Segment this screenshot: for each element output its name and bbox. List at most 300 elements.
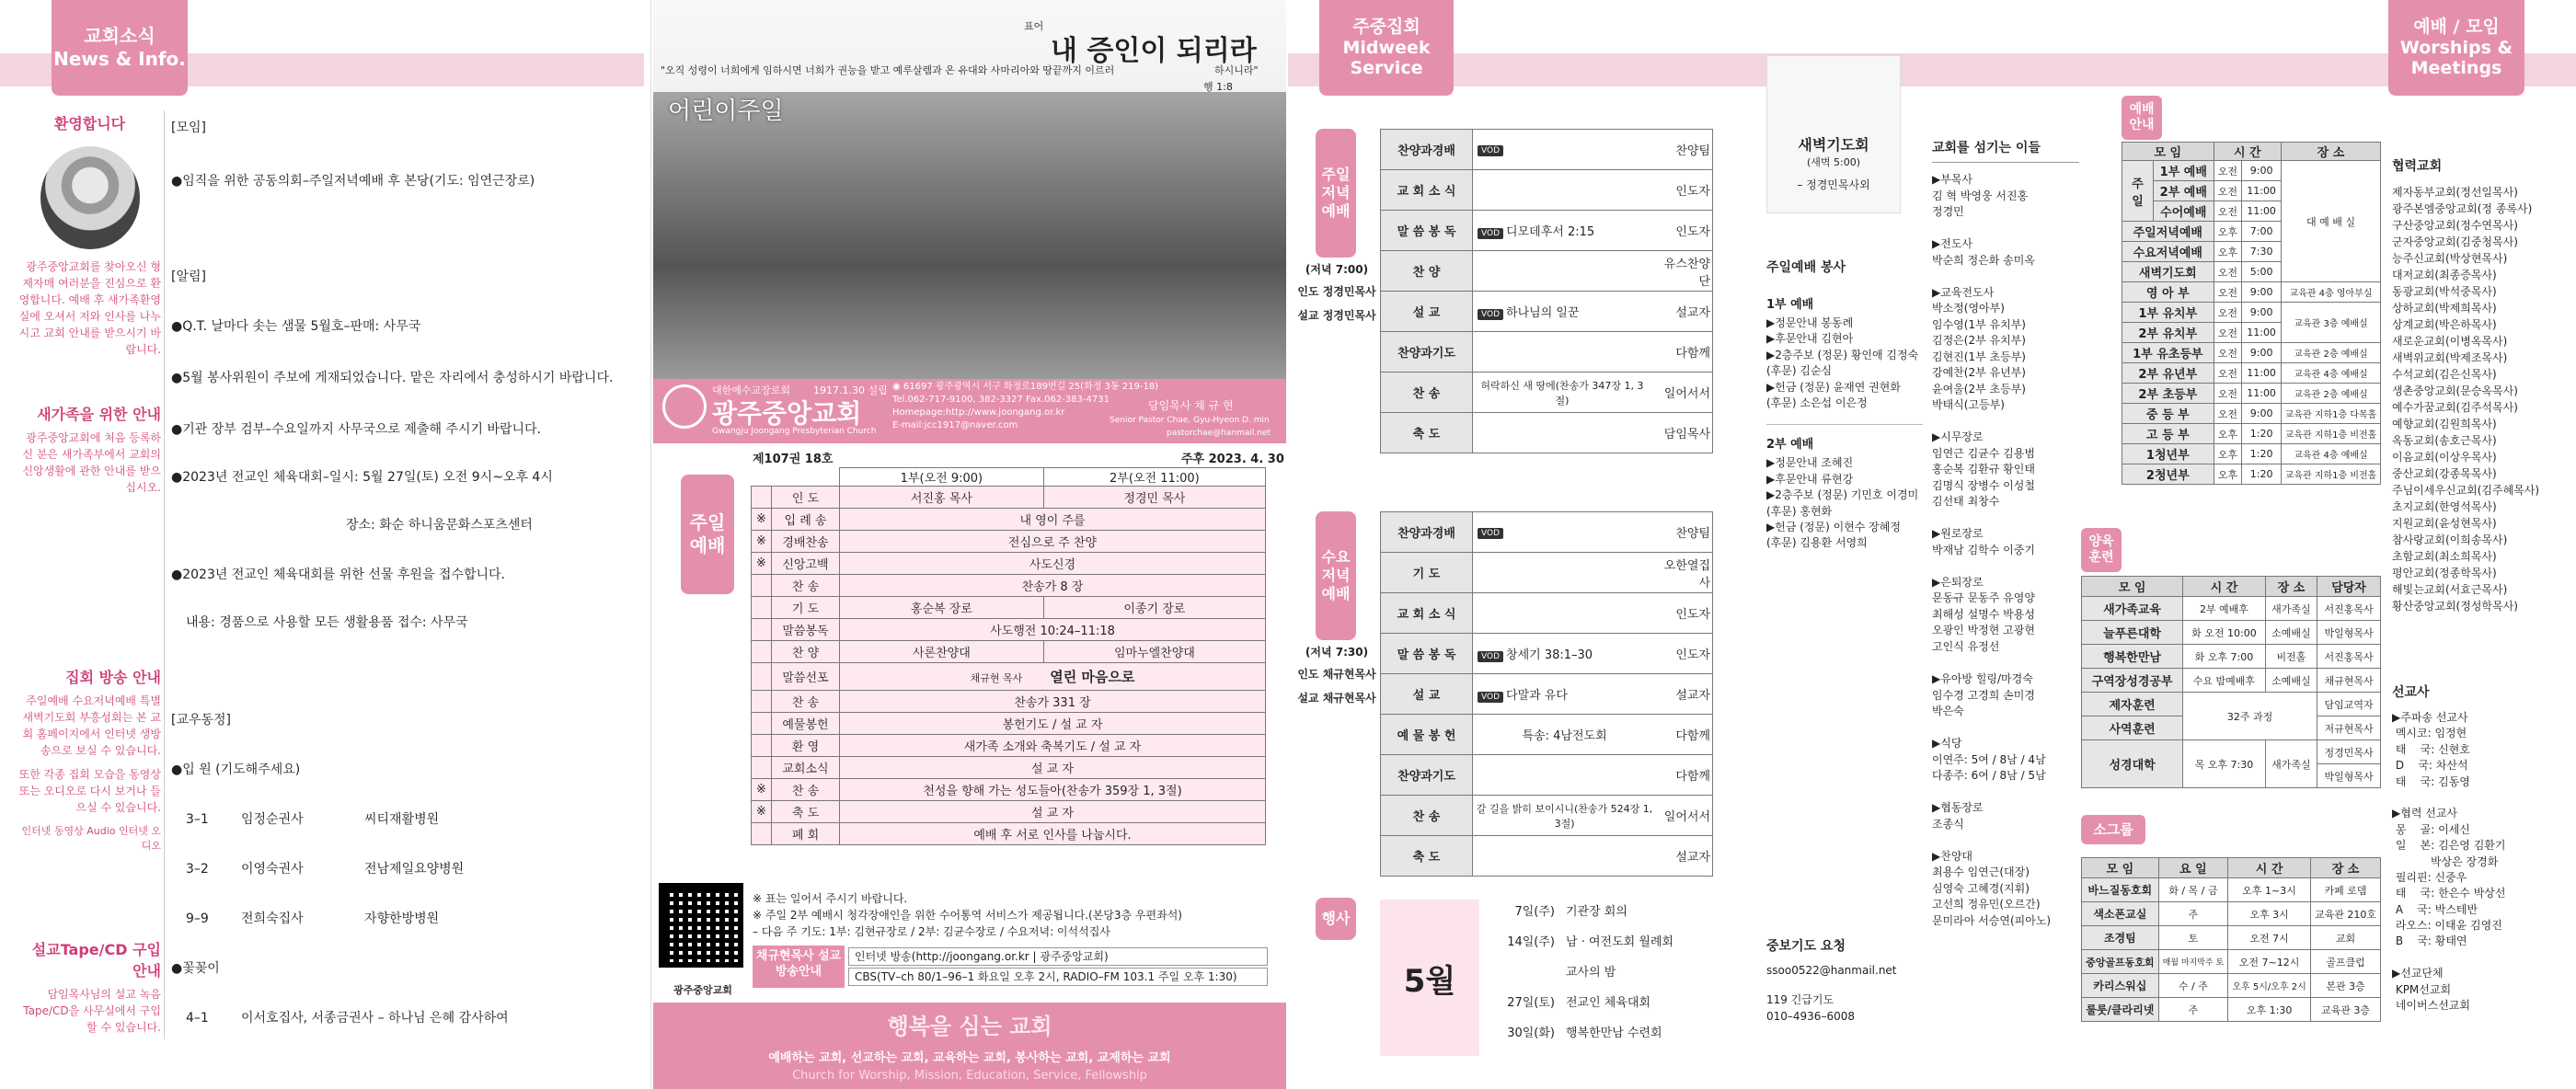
cell: 새가족실 — [2265, 740, 2317, 788]
order-value: 찬송가 8 장 — [840, 575, 1266, 597]
cell: 서진홍목사 — [2317, 597, 2381, 621]
news-item: ●2023년 전교인 체육대회를 위한 선물 후원을 접수합니다. — [171, 567, 505, 582]
divider — [164, 110, 165, 1039]
note: – 다음 주 기도: 1부: 김현규장로 / 2부: 김균수장로 / 수요저녁: 이석석집사 — [753, 925, 1110, 938]
vod-icon[interactable]: VOD — [1478, 309, 1503, 320]
row-person: 인도자 — [1656, 634, 1712, 674]
motto-pre: 표어 — [1024, 20, 1044, 32]
col-header: 모 임 — [2082, 858, 2159, 878]
row-person: 찬양팀 — [1651, 130, 1713, 170]
place: 교육관 지하1층 비전홀 — [2282, 424, 2381, 444]
sun-time: (저녁 7:00) — [1305, 263, 1369, 276]
row-label: 2청년부 — [2122, 464, 2214, 485]
order-item: 말씀선포 — [772, 663, 840, 691]
row-label: 중 등 부 — [2122, 404, 2214, 424]
row-label: 1부 유초등부 — [2122, 343, 2214, 363]
midweek-tab: 주중집회 Midweek Service — [1319, 0, 1454, 96]
order-item: 찬 양 — [772, 641, 840, 663]
telephone: Tel.062-717-9100, 382-3327 Fax.062-383-4731 — [892, 395, 1110, 405]
row-label: 2부 유치부 — [2122, 323, 2214, 343]
cell: 오전 7~12시 — [2228, 950, 2311, 974]
news-item: ●입 원 (기도해주세요) — [171, 762, 301, 777]
hospital-district: 3–2 — [186, 862, 209, 877]
cell: 화 오전 10:00 — [2183, 621, 2266, 645]
sunday-servers — [1766, 258, 1923, 552]
order-value: 찬송가 331 장 — [840, 691, 1266, 713]
order-mark — [752, 597, 772, 619]
cell: 비전홀 — [2265, 645, 2317, 669]
cell: 화 오후 7:00 — [2183, 645, 2266, 669]
row-label: 교 회 소 식 — [1381, 170, 1473, 211]
order-value: 내 영이 주를 — [840, 509, 1266, 531]
sermon-title: 열린 마음으로 — [1050, 669, 1135, 685]
row-label: 늘푸른대학 — [2082, 621, 2183, 645]
order-item: 입 례 송 — [772, 509, 840, 531]
row-label: 말 씀 봉 독 — [1381, 211, 1473, 251]
cell: 교육관 3층 — [2311, 998, 2381, 1022]
vod-note: 인터넷 동영상 Audio 인터넷 오디오 — [21, 825, 161, 852]
hospital-place: 씨티재활병원 — [364, 812, 440, 827]
cell: 새가족실 — [2265, 597, 2317, 621]
row-person: 다함께 — [1656, 755, 1712, 796]
time: 11:00 — [2242, 323, 2282, 343]
row-person: 인도자 — [1651, 170, 1713, 211]
row-label: 1부 유치부 — [2122, 303, 2214, 323]
church-founded: 1917.1.30 설립 — [813, 384, 888, 396]
place: 교육관 2층 예배실 — [2282, 343, 2381, 363]
row-label: 찬 송 — [1381, 373, 1473, 413]
time: 11:00 — [2242, 363, 2282, 384]
event-name: 전교인 체육대회 — [1566, 996, 1651, 1010]
cell: 담임교역자 — [2317, 693, 2381, 716]
row-label: 축 도 — [1381, 836, 1473, 877]
ampm: 오전 — [2214, 384, 2242, 404]
order-value: 예배 후 서로 인사를 나눕시다. — [840, 823, 1266, 845]
col-header: 장 소 — [2311, 858, 2381, 878]
broadcast-text2: 또한 각종 집회 모습을 동영상 또는 오디오로 다시 보거나 들으실 수 있습니다. — [18, 768, 161, 814]
hospital-district: 3–1 — [186, 812, 209, 827]
ampm: 오전 — [2214, 282, 2242, 303]
vod-icon[interactable]: VOD — [1478, 528, 1503, 539]
tape-title: 설교Tape/CD 구입안내 — [31, 941, 161, 980]
cell: 교회 — [2311, 926, 2381, 950]
footer-title: 행복을 심는 교회 — [887, 1014, 1052, 1039]
nurture-table — [2081, 576, 2381, 788]
ampm: 오전 — [2214, 181, 2242, 201]
motto-tail: 하시니라" — [1214, 64, 1259, 76]
col-header: 모 임 — [2122, 143, 2214, 161]
partner-churches — [2392, 156, 2567, 614]
row-person: 다함께 — [1656, 715, 1712, 755]
sunday-worship-label: 주일 예배 — [681, 475, 734, 594]
wednesday-evening-label: 수요 저녁 예배 — [1316, 511, 1356, 640]
worship-order-table — [751, 467, 1266, 845]
pastor-en: Senior Pastor Chae, Gyu-Hyeon D. min — [1110, 416, 1270, 425]
row-label: 2부 유년부 — [2122, 363, 2214, 384]
row-label: 주일저녁예배 — [2122, 222, 2214, 242]
row-person: 다함께 — [1651, 332, 1713, 373]
row-label: 1부 예배 — [2154, 161, 2214, 181]
order-mark: ※ — [752, 801, 772, 823]
prayer-title: 중보기도 요청 — [1766, 939, 1846, 954]
servers-second-list: ▶정문안내 조혜진 ▶후문안내 류현강 ▶2층주보 (정문) 기민호 이경미 (후문) 홍현화 ▶헌금 (정문) 이현수 장혜정 (후문) 김용환 서영희 — [1766, 456, 1919, 550]
nurture-label: 양육 훈련 — [2081, 528, 2122, 572]
time: 7:30 — [2242, 242, 2282, 262]
address: ◉ 61697 광주광역시 서구 화정로189번길 25(화정 3동 219-18) — [892, 382, 1159, 392]
order-value: 이종기 장로 — [1043, 597, 1265, 619]
partner-title: 협력교회 — [2392, 159, 2443, 174]
row-person: 설교자 — [1656, 836, 1712, 877]
partner-list: 제자동부교회(정선일목사) 광주본엠중앙교회(정 종록사) 구산중앙교회(정수연목사) 군자중앙교회(김중청목사) 능주신교회(박상현목사) 대저교회(최종증목사) 동광교회(박석중목사) 상하교회(박제희목사) 상계교회(박은하목사) 새로운교회(이병옥목사) 새벽위교회(박제조목사) 수석교회(김은신목사) 생촌중앙교회(문승옥목사) 예수가꿈교회(김주석목사) 예향교회(김원희목사) 옥동교회(송호근목사) 이음교회(이상우목사) 중산교회(강종목목사) 주님이세우신교회(김주혜목사) 초지교회(한영석목사) 지원교회(윤성현목사) 참사랑교회(이희송목사) 초함교회(최소희목사) 평안교회(정종학목사) 해빛는교회(서효근목사) 황산중앙교회(정성학목사) — [2392, 186, 2540, 613]
sunday-evening-label: 주일 저녁 예배 — [1316, 129, 1356, 258]
order-mark — [752, 663, 772, 691]
broadcast-text: 주일예배 수요저녁예배 특별새벽기도회 부흥성회는 본 교회 홈페이지에서 인터넷 생방송으로 보실 수 있습니다. — [22, 694, 161, 757]
church-name: 광주중앙교회 — [712, 398, 862, 429]
hospital-place: 자향한방병원 — [364, 911, 440, 926]
col-header: 시 간 — [2228, 858, 2311, 878]
time: 11:00 — [2242, 201, 2282, 222]
news-item: ●Q.T. 날마다 솟는 샘물 5월호–판매: 사무국 — [171, 319, 421, 334]
time: 1:20 — [2242, 424, 2282, 444]
dawn-prayer-box — [1766, 55, 1901, 213]
cell: 본관 3층 — [2311, 974, 2381, 998]
worship-schedule-table — [2122, 142, 2381, 485]
church-en: Gwangju Joongang Presbyterian Church — [712, 427, 877, 436]
footer-ko: 예배하는 교회, 선교하는 교회, 교육하는 교회, 봉사하는 교회, 교제하는 교회 — [768, 1051, 1171, 1065]
broadcast-section — [18, 666, 161, 853]
event-date: 7일(주) — [1514, 905, 1555, 919]
events-list — [1490, 901, 1720, 1053]
row-person: 찬양팀 — [1656, 512, 1712, 553]
order-item: 축 도 — [772, 801, 840, 823]
hospital-district: 9–9 — [186, 911, 209, 926]
hospital-place: 전남제일요양병원 — [364, 862, 465, 877]
cell: 박일형목사 — [2317, 764, 2381, 788]
col-header: 담당자 — [2317, 577, 2381, 597]
cell: 오후 1~3시 — [2228, 878, 2311, 902]
event-date: 14일(주) — [1507, 935, 1555, 949]
staff-title: 교회를 섬기는 이들 — [1932, 138, 2079, 163]
homepage-link[interactable]: Homepage:http://www.joongang.or.kr — [892, 407, 1065, 418]
order-value: 설 교 자 — [840, 757, 1266, 779]
order-item: 폐 회 — [772, 823, 840, 845]
worship-tab: 예배 / 모임 Worships & Meetings — [2388, 0, 2524, 96]
hospital-name: 임정순권사 — [241, 812, 304, 827]
time: 7:00 — [2242, 222, 2282, 242]
cell: 주 — [2158, 902, 2227, 926]
ampm: 오전 — [2214, 161, 2242, 181]
email-link[interactable]: E-mail:jcc1917@naver.com — [892, 420, 1018, 430]
church-logo-icon — [662, 384, 707, 429]
row-label: 새가족교육 — [2082, 597, 2183, 621]
cell: 저규현목사 — [2317, 716, 2381, 740]
order-mark — [752, 757, 772, 779]
relay-label: 채규현목사 설교방송안내 — [753, 946, 845, 988]
event-name: 행복한만남 수련회 — [1566, 1026, 1662, 1040]
row-content: 갈 길을 밝히 보이시니(찬송가 524장 1, 3절) — [1473, 796, 1657, 836]
wednesday-evening-info — [1295, 644, 1378, 706]
col-header: 장 소 — [2265, 577, 2317, 597]
order-mark: ※ — [752, 779, 772, 801]
row-label: 수요저녁예배 — [2122, 242, 2214, 262]
row-label: 바느질동호회 — [2082, 878, 2159, 902]
cell: 카페 로뎀 — [2311, 878, 2381, 902]
news-item: ●기관 장부 검부–수요일까지 사무국으로 제출해 주시기 바랍니다. — [171, 422, 541, 437]
vod-icon[interactable]: VOD — [1478, 651, 1503, 662]
issue-number: 제107권 18호 — [753, 453, 834, 466]
events-month: 5월 — [1380, 900, 1479, 1056]
col-first: 1부(오전 9:00) — [840, 468, 1044, 487]
missionaries — [2392, 682, 2567, 1014]
order-value: 봉헌기도 / 설 교 자 — [840, 713, 1266, 735]
event-date — [1490, 962, 1566, 992]
pastor-photo — [40, 146, 140, 249]
row-label: 찬양과기도 — [1381, 332, 1473, 373]
tape-text: 담임목사님의 설교 녹음 Tape/CD을 사무실에서 구입할 수 있습니다. — [23, 988, 161, 1034]
time: 9:00 — [2242, 282, 2282, 303]
row-person: 일어서서 — [1651, 373, 1713, 413]
row-label: 찬양과기도 — [1381, 755, 1473, 796]
order-item: 경배찬송 — [772, 531, 840, 553]
time: 9:00 — [2242, 303, 2282, 323]
order-value: 새가족 소개와 축복기도 / 설 교 자 — [840, 735, 1266, 757]
hospital-name: 전희숙집사 — [241, 911, 304, 926]
order-mark: ※ — [752, 531, 772, 553]
order-value: 천성을 향해 가는 성도들아(찬송가 359장 1, 3절) — [840, 779, 1266, 801]
news-item-detail: 내용: 경품으로 사용할 모든 생활용품 접수: 사무국 — [186, 615, 468, 630]
sermon-title-cell — [840, 663, 1266, 691]
row-label: 사역훈련 — [2082, 716, 2183, 740]
cell: 서진홍목사 — [2317, 645, 2381, 669]
cell: 박일형목사 — [2317, 621, 2381, 645]
row-label: 찬양과경배 — [1381, 512, 1473, 553]
row-label: 성경대학 — [2082, 740, 2183, 788]
order-value: 설 교 자 — [840, 801, 1266, 823]
order-item: 인 도 — [772, 487, 840, 509]
time: 5:00 — [2242, 262, 2282, 282]
dawn-lead: – 정경민목사외 — [1797, 178, 1870, 191]
qr-label: 광주중앙교회 — [673, 984, 732, 996]
row-content: 하나님의 일꾼 — [1506, 306, 1580, 320]
wed-time: (저녁 7:30) — [1305, 646, 1369, 659]
tape-section — [18, 938, 161, 1036]
order-value: 사론찬양대 — [840, 641, 1044, 663]
ampm: 오후 — [2214, 222, 2242, 242]
row-label: 말 씀 봉 독 — [1381, 634, 1473, 674]
row-label: 예 물 봉 헌 — [1381, 715, 1473, 755]
col-header: 시 간 — [2214, 143, 2281, 161]
section-meetings: [모임] — [171, 120, 206, 135]
place: 교육관 4층 영아부실 — [2282, 282, 2381, 303]
col-header: 요 일 — [2158, 858, 2227, 878]
ampm: 오전 — [2214, 343, 2242, 363]
notes — [753, 890, 1182, 940]
vod-icon[interactable]: VOD — [1478, 692, 1503, 703]
qr-code-icon[interactable] — [659, 883, 743, 968]
cell: 2부 예배후 — [2183, 597, 2266, 621]
news-item-detail: 장소: 화순 하니움문화스포츠센터 — [346, 518, 533, 533]
row-label: 룰룻/클라리넷 — [2082, 998, 2159, 1022]
row-label: 영 아 부 — [2122, 282, 2214, 303]
order-item: 말씀봉독 — [772, 619, 840, 641]
new-family-section — [18, 403, 161, 496]
time: 9:00 — [2242, 404, 2282, 424]
row-person: 인도자 — [1651, 211, 1713, 251]
ampm: 오전 — [2214, 404, 2242, 424]
cell: 오후 3시 — [2228, 902, 2311, 926]
note: ※ 주일 2부 예배시 청각장애인을 위한 수어통역 서비스가 제공됩니다.(본당3층 우편좌석) — [753, 909, 1182, 922]
row-label: 제자훈련 — [2082, 693, 2183, 716]
hospital-name: 이영숙권사 — [241, 862, 304, 877]
preacher: 채규현 목사 — [970, 672, 1023, 684]
place: 교육관 3층 예배실 — [2282, 303, 2381, 343]
welcome-text: 광주중앙교회를 찾아오신 형제자매 여러분을 진심으로 환영합니다. 예배 후 새가족환영실에 오셔서 저와 인사를 나누시고 교회 안내를 받으시기 바랍니다. — [18, 260, 161, 356]
news-item: ●5월 봉사위원이 주보에 게재되었습니다. 맡은 자리에서 충성하시기 바랍니다. — [171, 371, 614, 385]
pastor-email[interactable]: pastorchae@hanmail.net — [1167, 429, 1271, 438]
time: 11:00 — [2242, 384, 2282, 404]
row-label: 새벽기도회 — [2122, 262, 2214, 282]
order-value: 사도신경 — [840, 553, 1266, 575]
row-label: 기 도 — [1381, 553, 1473, 593]
row-label: 1청년부 — [2122, 444, 2214, 464]
place: 대 예 배 실 — [2282, 161, 2381, 282]
relay-internet[interactable]: 인터넷 방송(http://joongang.or.kr | 광주중앙교회) — [848, 947, 1268, 966]
welcome-section — [18, 112, 161, 358]
vod-icon[interactable]: VOD — [1478, 228, 1503, 239]
order-value: 사도행전 10:24–11:18 — [840, 619, 1266, 641]
row-person: 인도자 — [1656, 593, 1712, 634]
pastor-name: 담임목사 채 규 현 — [1148, 399, 1234, 412]
worship-info-label: 예배 안내 — [2122, 96, 2162, 140]
servers-first-list: ▶정문안내 봉동례 ▶후문안내 김현아 ▶2층주보 (정문) 황인애 김정숙 (후문) 김순심 ▶헌금 (정문) 윤재연 권현화 (후문) 소은섭 이은정 — [1766, 316, 1919, 409]
row-label: 카리스워십 — [2082, 974, 2159, 998]
row-label: 수어예배 — [2154, 201, 2214, 222]
cell: 소예배실 — [2265, 669, 2317, 693]
order-value: 임마누엘찬양대 — [1043, 641, 1265, 663]
order-mark — [752, 619, 772, 641]
time: 11:00 — [2242, 181, 2282, 201]
ampm: 오전 — [2214, 201, 2242, 222]
event-date: 27일(토) — [1507, 996, 1555, 1010]
cell: 수 / 주 — [2158, 974, 2227, 998]
cell: 골프클럽 — [2311, 950, 2381, 974]
motto-ref: 행 1:8 — [1203, 81, 1233, 93]
row-label: 찬 양 — [1381, 251, 1473, 292]
order-item: 예물봉헌 — [772, 713, 840, 735]
order-item: 찬 송 — [772, 575, 840, 597]
missionary-title: 선교사 — [2392, 685, 2430, 700]
events-label: 행사 — [1316, 898, 1356, 940]
row-label: 중앙골프동호회 — [2082, 950, 2159, 974]
servers-second: 2부 예배 — [1766, 438, 1814, 453]
time: 9:00 — [2242, 161, 2282, 181]
order-value: 전심으로 주 찬양 — [840, 531, 1266, 553]
ampm: 오전 — [2214, 262, 2242, 282]
sunday-evening-info — [1295, 261, 1378, 324]
section-flowers: ●꽃꽂이 — [171, 961, 220, 976]
row-label: 찬 송 — [1381, 796, 1473, 836]
cell: 오후 1:30 — [2228, 998, 2311, 1022]
order-value: 홍순복 장로 — [840, 597, 1044, 619]
row-content: 다말과 유다 — [1506, 689, 1568, 703]
row-label: 2부 초등부 — [2122, 384, 2214, 404]
order-mark — [752, 691, 772, 713]
wednesday-evening-table — [1380, 511, 1713, 877]
row-person: 일어서서 — [1656, 796, 1712, 836]
bulletin-date: 주후 2023. 4. 30 — [1181, 453, 1284, 466]
footer-band — [653, 1003, 1286, 1089]
news-tab: 교회소식 News & Info. — [52, 0, 188, 96]
row-person: 유스찬양단 — [1651, 251, 1713, 292]
order-mark — [752, 641, 772, 663]
staff-list: ▶부목사 김 혁 박영웅 서진홍 정경민 ▶전도사 박순희 정은화 송미옥 ▶교육전도사 박소정(영아부) 임수영(1부 유치부) 김정은(2부 유치부) 김현진(1부 초등부) 강예찬(2부 유년부) 윤여울(2부 초등부) 박태식(고등부) ▶시무장로 임연근 김균수 김용범 홍순복 김환규 황인태 김명식 장병수 이성철 김선태 최창수 ▶원로장로 박재남 김학수 이중기 ▶은퇴장로 문동규 문동주 유영양 최해성 설명수 박용성 오광인 박정현 고광현 고인식 유정선 ▶유아방 힐링/마경숙 임수경 고경희 손미경 박은숙 ▶식당 이연주: 5여 / 8남 / 4남 다종주: 6여 / 8남 / 5남 ▶협동장로 조종식 ▶찬양대 최용수 임연근(대장) 심영숙 고혜경(지휘) 고선희 정유민(오르간) 문미라아 서승연(피아노) — [1932, 173, 2052, 927]
col-header: 시 간 — [2183, 577, 2266, 597]
row-label: 주 일 — [2122, 161, 2154, 222]
order-item: 신앙고백 — [772, 553, 840, 575]
place: 교육관 지하1층 비전홀 — [2282, 464, 2381, 485]
row-label: 찬양과경배 — [1381, 130, 1473, 170]
row-content: 디모데후서 2:15 — [1506, 225, 1595, 239]
order-mark — [752, 487, 772, 509]
sunday-evening-table — [1380, 129, 1713, 453]
new-family-text: 광주중앙교회에 처음 등록하신 분은 새가족부에서 교회의 신앙생활에 관한 안내를 받으십시오. — [22, 431, 161, 494]
order-item: 교회소식 — [772, 757, 840, 779]
event-name: 기관장 회의 — [1566, 905, 1627, 919]
dawn-title: 새벽기도회 — [1798, 136, 1869, 154]
row-label: 축 도 — [1381, 413, 1473, 453]
row-person: 설교자 — [1651, 292, 1713, 332]
prayer-request — [1766, 936, 1923, 1025]
photo-caption: 어린이주일 — [668, 97, 784, 125]
order-mark — [752, 823, 772, 845]
order-item: 찬 송 — [772, 691, 840, 713]
order-item: 기 도 — [772, 597, 840, 619]
church-staff — [1932, 138, 2079, 929]
time: 9:00 — [2242, 343, 2282, 363]
event-name: 교사의 밤 — [1566, 966, 1616, 980]
dawn-time: (새벽 5:00) — [1806, 156, 1861, 168]
cover-page — [650, 0, 1287, 1089]
prayer-email[interactable]: ssoo0522@hanmail.net — [1766, 964, 1897, 977]
news-item: ●임직을 위한 공동의회–주일저녁예배 후 본당(기도: 임연근장로) — [171, 174, 535, 189]
row-label: 색소폰교실 — [2082, 902, 2159, 926]
servers-title: 주일예배 봉사 — [1766, 260, 1846, 275]
motto-title: 내 증인이 되리라 — [1051, 35, 1257, 67]
cell: 소예배실 — [2265, 621, 2317, 645]
row-content: 허락하신 새 땅에(찬송가 347장 1, 3절) — [1473, 373, 1651, 413]
cell: 오후 5시/오후 2시 — [2228, 974, 2311, 998]
cell: 수요 밤예배후 — [2183, 669, 2266, 693]
order-item: 찬 송 — [772, 779, 840, 801]
servers-first: 1부 예배 — [1766, 298, 1814, 312]
sun-preach: 설교 정경민목사 — [1297, 309, 1376, 322]
order-mark — [752, 575, 772, 597]
order-value: 정경민 목사 — [1043, 487, 1265, 509]
cell: 주 — [2158, 998, 2227, 1022]
order-value: 서진홍 목사 — [840, 487, 1044, 509]
order-mark — [752, 735, 772, 757]
col-second: 2부(오전 11:00) — [1043, 468, 1265, 487]
vod-icon[interactable]: VOD — [1478, 145, 1503, 156]
place: 교육관 지하1층 다목홀 — [2282, 404, 2381, 424]
ampm: 오전 — [2214, 323, 2242, 343]
row-label: 조경팀 — [2082, 926, 2159, 950]
order-mark: ※ — [752, 553, 772, 575]
ampm: 오후 — [2214, 242, 2242, 262]
missionary-list: ▶주파송 선교사 멕시코: 임정현 태 국: 신현호 D 국: 차산석 태 국: 김동영 ▶협력 선교사 몽 골: 이세신 일 본: 김은영 김환기 박상은 장경화 필리핀: 신중우 태 국: 한은수 박상선 A 국: 박스테반 라오스: 이태윤 김영진 B 국: 황태연 ▶선교단체 KPM선교회 네이버스선교회 — [2392, 711, 2506, 1013]
wed-preach: 설교 채규현목사 — [1297, 692, 1376, 705]
footer-en: Church for Worship, Mission, Education, Service, Fellowship — [792, 1069, 1147, 1083]
